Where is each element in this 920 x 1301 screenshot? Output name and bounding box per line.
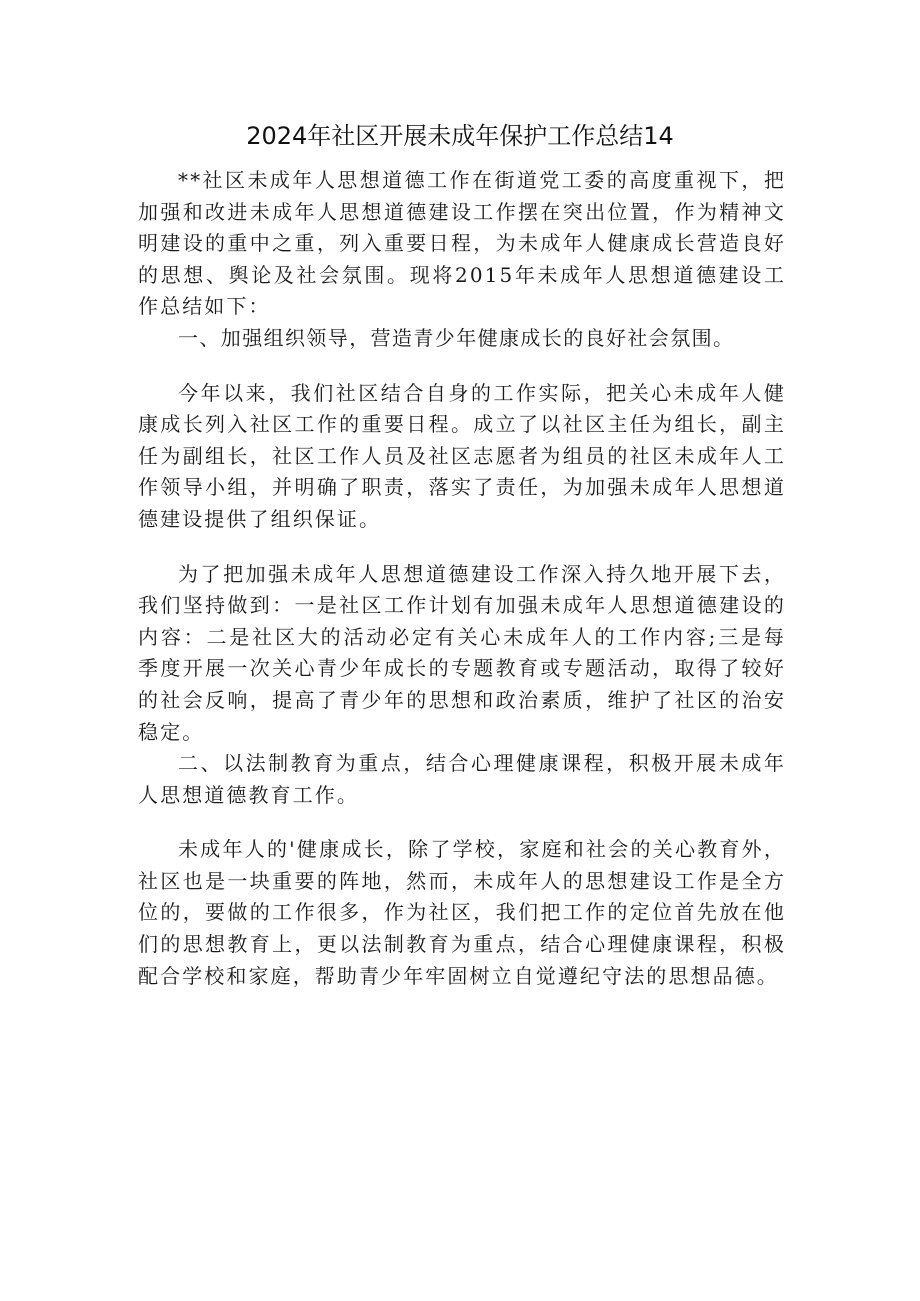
document-body — [138, 165, 786, 992]
document-title: 2024年社区开展未成年保护工作总结14 — [246, 122, 674, 150]
body-paragraph: 为了把加强未成年人思想道德建设工作深入持久地开展下去，我们坚持做到：一是社区工作计划有加强未成年人思想道德建设的内容：二是社区大的活动必定有关心未成年人的工作内容;三是每季度开展一次关心青少年成长的专题教育或专题活动，取得了较好的社会反响，提高了青少年的思想和政治素质，维护了社区的治安稳定。 — [138, 561, 786, 744]
body-paragraph: 今年以来，我们社区结合自身的工作实际，把关心未成年人健康成长列入社区工作的重要日程。成立了以社区主任为组长，副主任为副组长，社区工作人员及社区志愿者为组员的社区未成年人工作领导小组，并明确了职责，落实了责任，为加强未成年人思想道德建设提供了组织保证。 — [138, 380, 786, 531]
intro-paragraph: **社区未成年人思想道德工作在街道党工委的高度重视下，把加强和改进未成年人思想道德建设工作摆在突出位置，作为精神文明建设的重中之重，列入重要日程，为未成年人健康成长营造良好的思想、舆论及社会氛围。现将2015年未成年人思想道德建设工作总结如下： — [138, 168, 786, 319]
body-paragraph: 未成年人的'健康成长，除了学校，家庭和社会的关心教育外，社区也是一块重要的阵地，然而，未成年人的思想建设工作是全方位的，要做的工作很多，作为社区，我们把工作的定位首先放在他们的思想教育上，更以法制教育为重点，结合心理健康课程，积极配合学校和家庭，帮助青少年牢固树立自觉遵纪守法的思想品德。 — [138, 837, 786, 988]
section-heading-1: 一、加强组织领导，营造青少年健康成长的良好社会氛围。 — [178, 325, 735, 350]
section-heading-2: 二、以法制教育为重点，结合心理健康课程，积极开展未成年人思想道德教育工作。 — [138, 751, 786, 807]
